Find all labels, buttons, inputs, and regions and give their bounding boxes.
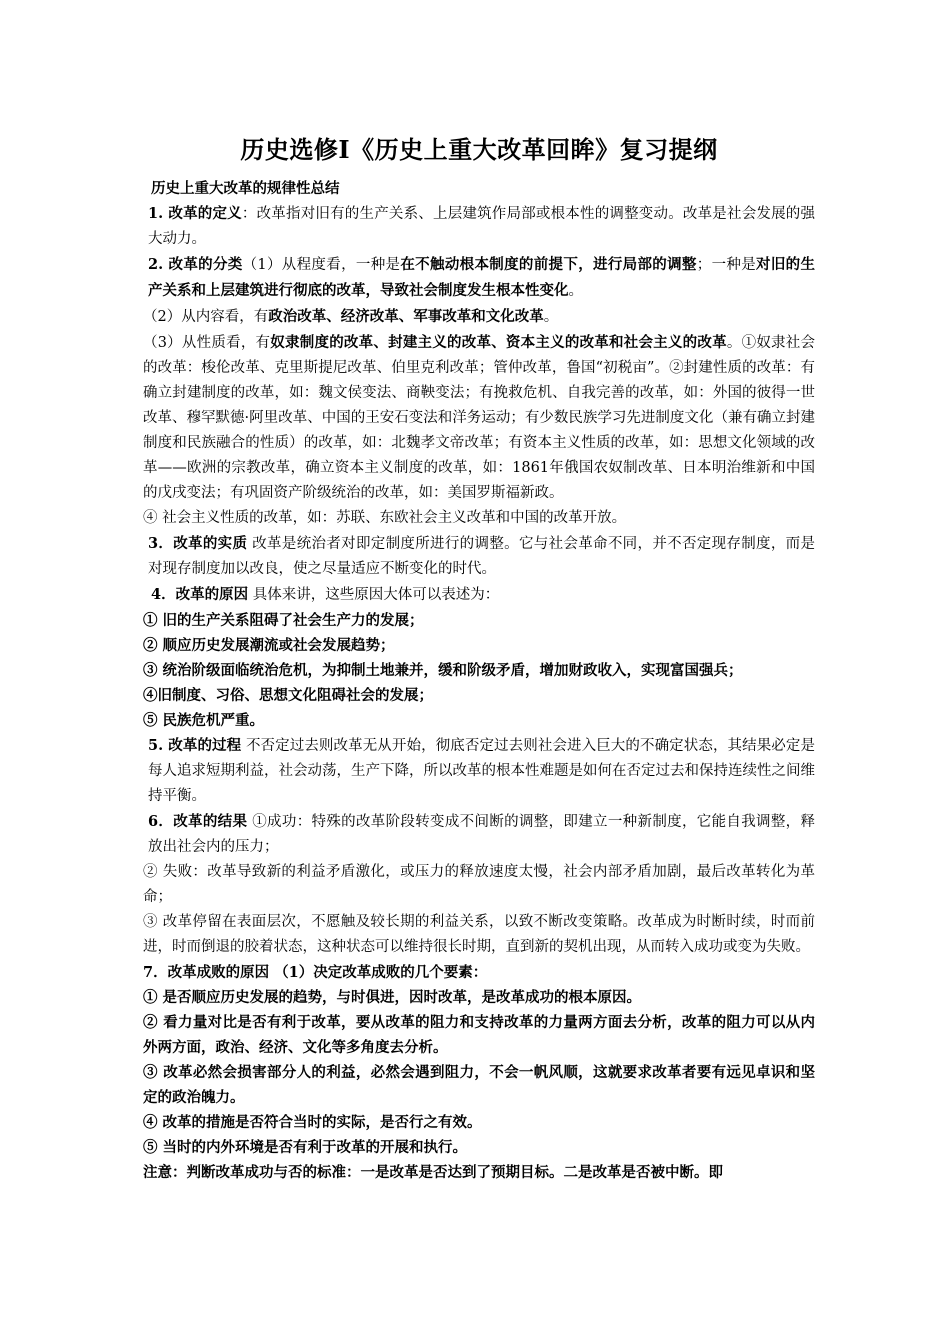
cause-item: ④旧制度、习俗、思想文化阻碍社会的发展； [143,687,433,704]
paragraph-text: 改革是统治者对即定制度所进行的调整。它与社会革命不同，并不否定现存制度，而是对现存制度加以改良，使之尽量适应不断变化的时代。 [148,536,815,577]
factor-item: ③ 改革必然会损害部分人的利益，必然会遇到阻力，不会一帆风顺，这就要求改革者要有远见卓识和坚定的政治魄力。 [143,1064,815,1106]
section-causes [143,582,815,608]
paragraph-text: ；一种是 [696,257,757,273]
emphasis-text: 在不触动根本制度的前提下，进行局部的调整 [400,256,697,273]
paragraph-text: 具体来讲，这些原因大体可以表述为： [248,587,500,603]
socialist-reforms: ④ 社会主义性质的改革，如：苏联、东欧社会主义改革和中国的改革开放。 [143,510,627,526]
page-title: 历史选修Ⅰ《历史上重大改革回眸》复习提纲 [240,135,718,164]
result-failure: ② 失败：改革导致新的利益矛盾激化，或压力的释放速度太慢，社会内部矛盾加剧，最后改革转化为革命； [143,864,815,905]
section-heading: 6．改革的结果 [148,813,248,830]
section-results [143,809,815,860]
paragraph-text: 不否定过去则改革无从开始，彻底否定过去则社会进入巨大的不确定状态，其结果必定是每人追求短期利益，社会动荡，生产下降，所以改革的根本性难题是如何在否定过去和保持连续性之间维持平衡。 [148,738,815,804]
cause-item: ② 顺应历史发展潮流或社会发展趋势； [143,637,395,654]
paragraph-text: 。 [568,283,583,299]
paragraph-text: （1）从程度看，一种是 [242,257,401,273]
paragraph-text: 。 [543,309,559,325]
document-body [143,132,815,1185]
section-process [143,733,815,809]
factor-item: ② 看力量对比是否有利于改革，要从改革的阻力和支持改革的力量两方面去分析，改革的阻力可以从内外两方面，政治、经济、文化等多角度去分析。 [143,1014,815,1056]
cause-item: ① 旧的生产关系阻碍了社会生产力的发展； [143,612,424,629]
paragraph-text: （2）从内容看，有 [143,309,269,325]
cause-item: ⑤ 民族危机严重。 [143,712,265,729]
emphasis-text: 奴隶制度的改革、封建主义的改革、资本主义的改革和社会主义的改革 [270,334,727,351]
section-heading: 3．改革的实质 [148,535,248,552]
paragraph-text: ①成功：特殊的改革阶段转变成不间断的调整，即建立一种新制度，它能自我调整，释放出社会内的压力； [148,814,815,855]
section-classification [143,252,815,304]
emphasis-text: 对旧的生产关系和上层建筑进行彻底的改革，导致社会制度发生根本性变化 [148,256,816,299]
section-definition [143,201,815,252]
section-subtitle: 历史上重大改革的规律性总结 [151,180,340,197]
emphasis-text: 政治改革、经济改革、军事改革和文化改革 [268,308,544,325]
factor-item: ⑤ 当时的内外环境是否有利于改革的开展和执行。 [143,1139,468,1156]
paragraph-text: 。①奴隶社会的改革：梭伦改革、克里斯提尼改革、伯里克利改革；管仲改革，鲁国“初税亩”。②封建性质的改革：有确立封建制度的改革，如：魏文侯变法、商鞅变法；有挽救危机、自我完善的改革，如：外国的彼得一世改革、穆罕默德·阿里改革、中国的王安石变法和洋务运动；有少数民族学习先进制度文化（兼有确立封建制度和民族融合的性质）的改革，如：北魏孝文帝改革；有资本主义性质的改革，如：思想文化领域的改革——欧洲的宗教改革，确立资本主义制度的改革，如：1861年俄国农奴制改革、日本明治维新和中国的戊戌变法；有巩固资产阶级统治的改革，如：美国罗斯福新政。 [143,335,815,501]
section-heading: 5. 改革的过程 [148,737,242,754]
classification-by-content [143,304,815,330]
section-essence [143,531,815,582]
section-success-factors: 7．改革成败的原因 （1）决定改革成败的几个要素： [143,964,488,981]
factor-item: ④ 改革的措施是否符合当时的实际，是否行之有效。 [143,1114,482,1131]
note-paragraph: 注意：判断改革成功与否的标准：一是改革是否达到了预期目标。二是改革是否被中断。即 [143,1164,723,1181]
paragraph-text: ：改革指对旧有的生产关系、上层建筑作局部或根本性的调整变动。改革是社会发展的强大动力。 [148,206,815,247]
cause-item: ③ 统治阶级面临统治危机，为抑制土地兼并，缓和阶级矛盾，增加财政收入，实现富国强兵； [143,662,743,679]
section-heading: 1. 改革的定义 [148,205,242,222]
factor-item: ① 是否顺应历史发展的趋势，与时俱进，因时改革，是改革成功的根本原因。 [143,989,642,1006]
classification-by-nature [143,330,815,506]
result-stalled: ③ 改革停留在表面层次，不愿触及较长期的利益关系，以致不断改变策略。改革成为时断时续，时而前进，时而倒退的胶着状态，这种状态可以维持很长时期，直到新的契机出现，从而转入成功或变为失败。 [143,914,815,955]
section-heading: 4．改革的原因 [151,586,249,603]
paragraph-text: （3）从性质看，有 [143,335,271,351]
section-heading: 2. 改革的分类 [148,256,243,273]
